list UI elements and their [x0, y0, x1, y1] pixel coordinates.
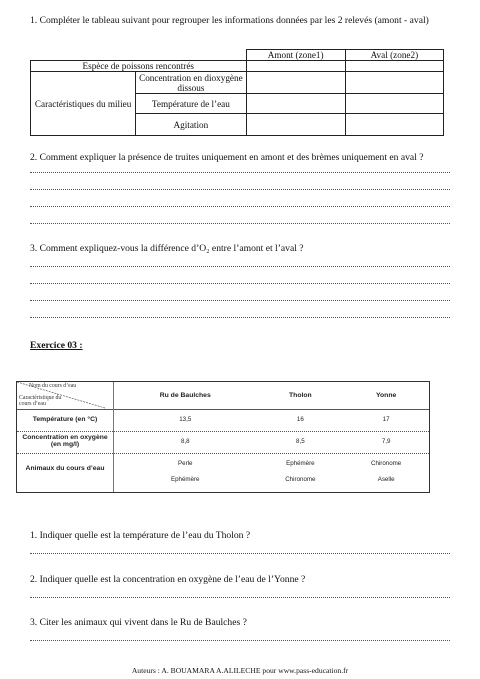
exercise-question-1: 1. Indiquer quelle est la température de l’eau du Tholon ?	[30, 530, 251, 541]
cell-value: Ephémère	[170, 476, 200, 483]
col-ru-de-baulches: Ru de Baulches	[159, 391, 211, 399]
row-label-temperature: Température (en °C)	[32, 415, 98, 423]
answer-line[interactable]	[30, 223, 450, 224]
col-yonne: Yonne	[375, 391, 397, 399]
footer-authors: Auteurs : A. BOUAMARA A.ALILECHE pour www.pass-education.fr	[131, 666, 349, 675]
row-label-oxygen: Concentration en oxygène (en mg/l)	[22, 434, 108, 448]
question-3: 3. Comment expliquez-vous la différence d’O₂ entre l’amont et l’aval ?	[30, 243, 304, 254]
cell-value: Ephémère	[286, 459, 315, 467]
rivers-table-figure	[16, 381, 430, 493]
header-amont: Amont (zone1)	[246, 50, 345, 61]
diag-top-label: Nom du cours d’eau	[29, 383, 77, 389]
header-aval: Aval (zone2)	[345, 50, 443, 61]
cell-value: Chironome	[370, 459, 402, 467]
cell-value: 8,8	[180, 437, 190, 445]
question-2: 2. Comment expliquer la présence de truites uniquement en amont et des brèmes uniquement en aval ?	[30, 152, 424, 163]
answer-line[interactable]	[30, 189, 450, 190]
cell-agitation-amont[interactable]	[246, 114, 345, 136]
summary-table	[30, 49, 444, 136]
cell-species-aval[interactable]	[345, 61, 443, 72]
answer-line[interactable]	[30, 300, 450, 301]
oxygen-label: Concentration en dioxygène dissous	[136, 72, 246, 94]
temperature-label: Température de l’eau	[136, 94, 246, 114]
answer-line[interactable]	[30, 283, 450, 284]
cell-value: Perle	[178, 459, 193, 467]
diag-bottom-label: Caractéristique du cours d’eau	[19, 395, 62, 407]
cell-value: 8,5	[296, 437, 305, 445]
species-label: Espèce de poissons rencontrés	[31, 61, 247, 72]
cell-oxygen-amont[interactable]	[246, 72, 345, 94]
col-tholon: Tholon	[289, 391, 312, 399]
answer-line[interactable]	[30, 553, 450, 554]
cell-species-amont[interactable]	[246, 61, 345, 72]
answer-line[interactable]	[30, 266, 450, 267]
cell-value: 16	[296, 415, 304, 423]
cell-value: 17	[382, 415, 390, 423]
cell-temperature-amont[interactable]	[246, 94, 345, 114]
cell-oxygen-aval[interactable]	[345, 72, 443, 94]
cell-value: 13,5	[179, 415, 192, 423]
cell-value: 7,9	[381, 437, 391, 445]
answer-line[interactable]	[30, 597, 450, 598]
answer-line[interactable]	[30, 317, 450, 318]
answer-line[interactable]	[30, 172, 450, 173]
cell-temperature-aval[interactable]	[345, 94, 443, 114]
cell-value: Aselle	[377, 476, 395, 483]
characteristics-label: Caractéristiques du milieu	[31, 72, 136, 136]
exercise-question-2: 2. Indiquer quelle est la concentration en oxygène de l’eau de l’Yonne ?	[30, 574, 306, 585]
cell-agitation-aval[interactable]	[345, 114, 443, 136]
agitation-label: Agitation	[136, 114, 246, 136]
exercise-3-title: Exercice 03 :	[30, 340, 83, 351]
question-1: 1. Compléter le tableau suivant pour regrouper les informations données par les 2 relevés (amont - aval)	[30, 15, 429, 26]
exercise-question-3: 3. Citer les animaux qui vivent dans le Ru de Baulches ?	[30, 617, 247, 628]
cell-value: Chironome	[285, 476, 316, 483]
rivers-table	[17, 382, 429, 485]
row-label-animals: Animaux du cours d’eau	[25, 465, 105, 472]
answer-line[interactable]	[30, 206, 450, 207]
answer-line[interactable]	[30, 640, 450, 641]
